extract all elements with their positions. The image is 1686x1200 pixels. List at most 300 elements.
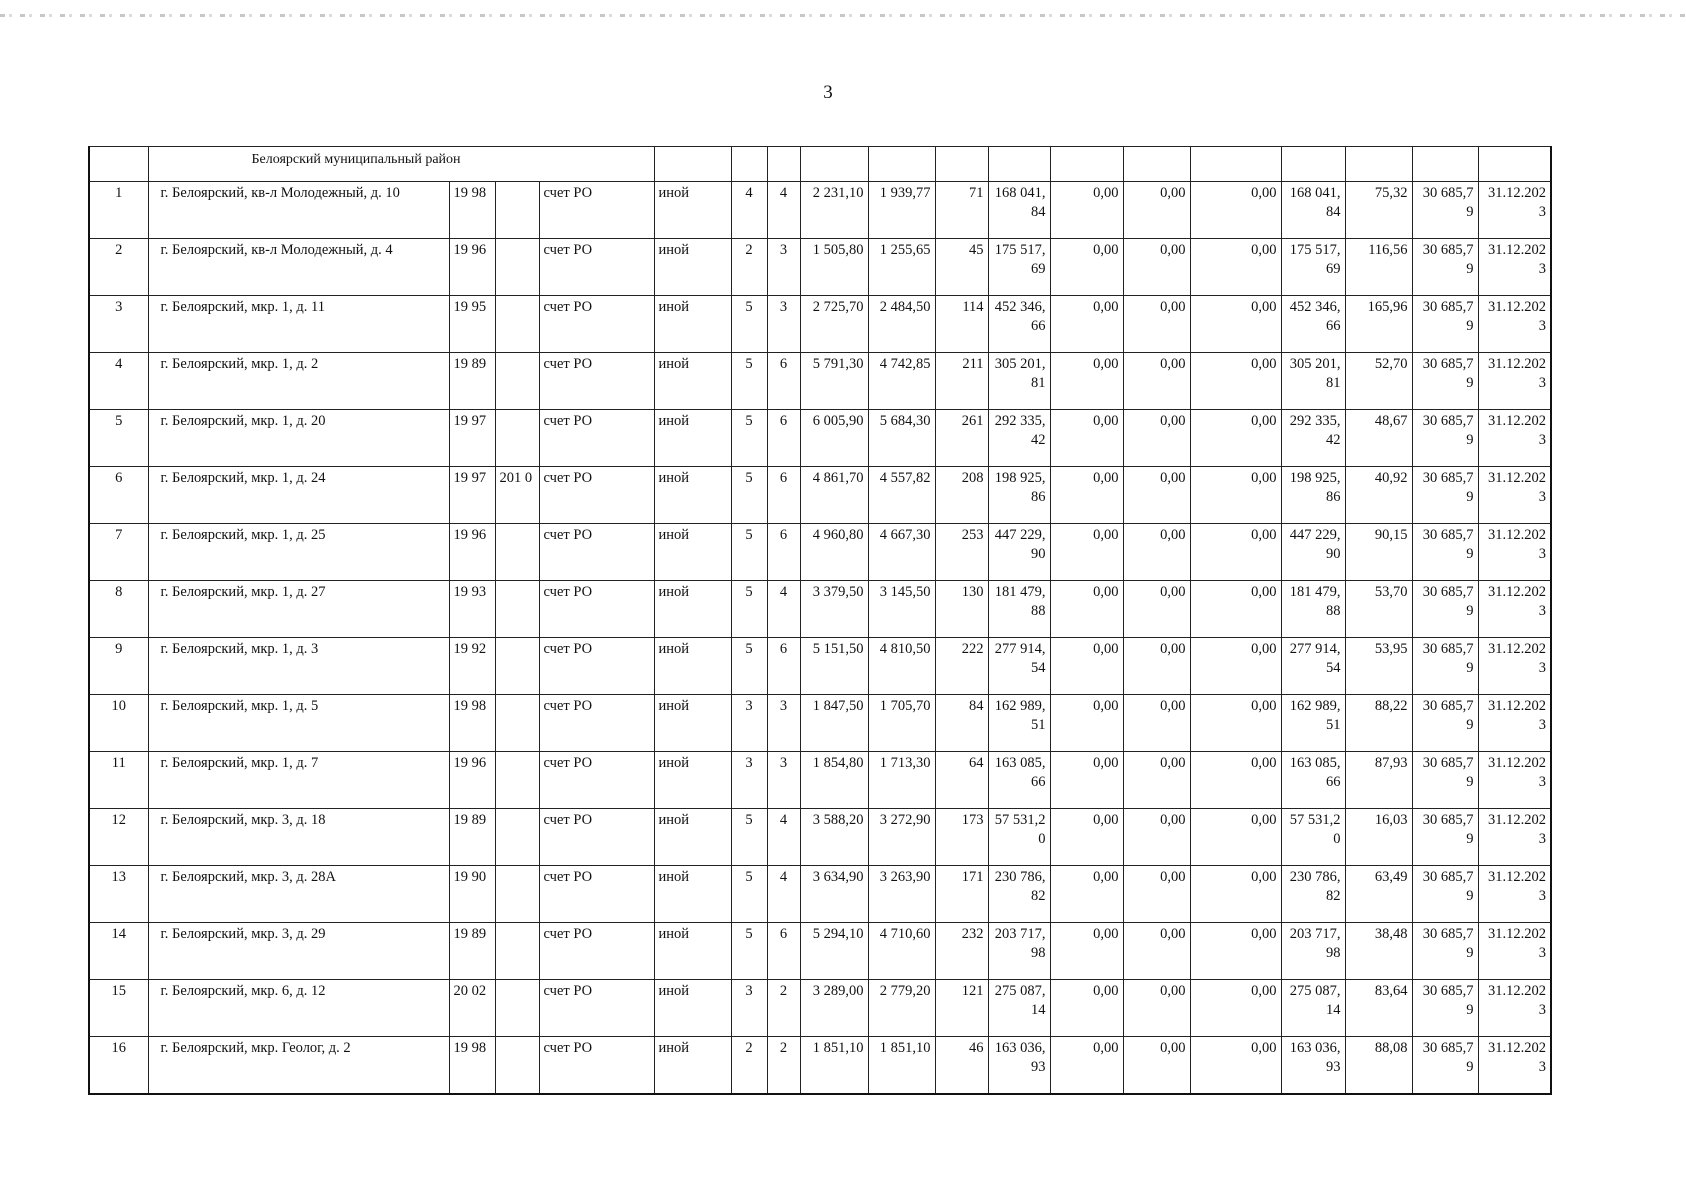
repair-cost-total: 203 717,98 xyxy=(988,923,1050,980)
building-material: иной xyxy=(654,638,731,695)
fund-source-3: 0,00 xyxy=(1190,353,1281,410)
total-area: 1 851,10 xyxy=(800,1037,868,1095)
fund-account: счет РО xyxy=(539,695,654,752)
completion-date: 31.12.2023 xyxy=(1478,695,1551,752)
completion-date: 31.12.2023 xyxy=(1478,923,1551,980)
table-row xyxy=(89,296,1551,353)
fund-source-2: 0,00 xyxy=(1123,638,1190,695)
fund-source-1: 0,00 xyxy=(1050,638,1123,695)
fund-account: счет РО xyxy=(539,296,654,353)
unit-cost: 165,96 xyxy=(1345,296,1412,353)
resident-count: 46 xyxy=(935,1037,988,1095)
owners-funds: 230 786,82 xyxy=(1281,866,1345,923)
reconstruction-year xyxy=(495,866,539,923)
owners-funds: 198 925,86 xyxy=(1281,467,1345,524)
repair-cost-total: 163 036,93 xyxy=(988,1037,1050,1095)
fund-source-2: 0,00 xyxy=(1123,980,1190,1037)
completion-date: 31.12.2023 xyxy=(1478,752,1551,809)
row-number: 3 xyxy=(89,296,148,353)
fund-source-2: 0,00 xyxy=(1123,296,1190,353)
row-number: 16 xyxy=(89,1037,148,1095)
completion-date: 31.12.2023 xyxy=(1478,980,1551,1037)
fund-source-1: 0,00 xyxy=(1050,410,1123,467)
building-material: иной xyxy=(654,239,731,296)
fund-source-3: 0,00 xyxy=(1190,809,1281,866)
commissioning-year: 19 89 xyxy=(449,353,495,410)
entrance-count: 6 xyxy=(767,524,800,581)
owners-funds: 292 335,42 xyxy=(1281,410,1345,467)
entrance-count: 6 xyxy=(767,467,800,524)
completion-date: 31.12.2023 xyxy=(1478,410,1551,467)
row-number: 8 xyxy=(89,581,148,638)
resident-count: 71 xyxy=(935,182,988,239)
address: г. Белоярский, мкр. 1, д. 2 xyxy=(148,353,449,410)
fund-source-1: 0,00 xyxy=(1050,296,1123,353)
fund-source-2: 0,00 xyxy=(1123,410,1190,467)
fund-source-1: 0,00 xyxy=(1050,239,1123,296)
fund-source-3: 0,00 xyxy=(1190,239,1281,296)
entrance-count: 4 xyxy=(767,182,800,239)
completion-date: 31.12.2023 xyxy=(1478,809,1551,866)
premises-area: 2 484,50 xyxy=(868,296,935,353)
commissioning-year: 19 90 xyxy=(449,866,495,923)
max-unit-cost: 30 685,79 xyxy=(1412,752,1478,809)
fund-source-2: 0,00 xyxy=(1123,353,1190,410)
entrance-count: 4 xyxy=(767,581,800,638)
floor-count: 2 xyxy=(731,1037,767,1095)
reconstruction-year xyxy=(495,353,539,410)
fund-source-3: 0,00 xyxy=(1190,695,1281,752)
resident-count: 232 xyxy=(935,923,988,980)
total-area: 3 634,90 xyxy=(800,866,868,923)
total-area: 1 505,80 xyxy=(800,239,868,296)
commissioning-year: 19 95 xyxy=(449,296,495,353)
floor-count: 5 xyxy=(731,923,767,980)
fund-source-3: 0,00 xyxy=(1190,923,1281,980)
address: г. Белоярский, мкр. 3, д. 18 xyxy=(148,809,449,866)
fund-source-3: 0,00 xyxy=(1190,866,1281,923)
table-row xyxy=(89,410,1551,467)
repair-cost-total: 175 517,69 xyxy=(988,239,1050,296)
fund-account: счет РО xyxy=(539,752,654,809)
total-area: 1 847,50 xyxy=(800,695,868,752)
building-material: иной xyxy=(654,296,731,353)
row-number: 6 xyxy=(89,467,148,524)
unit-cost: 87,93 xyxy=(1345,752,1412,809)
table-row xyxy=(89,1037,1551,1095)
premises-area: 1 851,10 xyxy=(868,1037,935,1095)
completion-date: 31.12.2023 xyxy=(1478,1037,1551,1095)
unit-cost: 52,70 xyxy=(1345,353,1412,410)
premises-area: 1 713,30 xyxy=(868,752,935,809)
premises-area: 1 939,77 xyxy=(868,182,935,239)
completion-date: 31.12.2023 xyxy=(1478,182,1551,239)
unit-cost: 40,92 xyxy=(1345,467,1412,524)
repair-cost-total: 168 041,84 xyxy=(988,182,1050,239)
fund-source-3: 0,00 xyxy=(1190,182,1281,239)
completion-date: 31.12.2023 xyxy=(1478,467,1551,524)
table-row xyxy=(89,524,1551,581)
reconstruction-year xyxy=(495,296,539,353)
repair-cost-total: 57 531,20 xyxy=(988,809,1050,866)
floor-count: 2 xyxy=(731,239,767,296)
max-unit-cost: 30 685,79 xyxy=(1412,296,1478,353)
floor-count: 5 xyxy=(731,524,767,581)
resident-count: 253 xyxy=(935,524,988,581)
resident-count: 211 xyxy=(935,353,988,410)
resident-count: 121 xyxy=(935,980,988,1037)
table-row xyxy=(89,809,1551,866)
fund-source-1: 0,00 xyxy=(1050,980,1123,1037)
total-area: 2 231,10 xyxy=(800,182,868,239)
floor-count: 3 xyxy=(731,695,767,752)
floor-count: 5 xyxy=(731,809,767,866)
repair-cost-total: 452 346,66 xyxy=(988,296,1050,353)
fund-account: счет РО xyxy=(539,923,654,980)
total-area: 5 791,30 xyxy=(800,353,868,410)
table-row xyxy=(89,467,1551,524)
fund-source-1: 0,00 xyxy=(1050,467,1123,524)
reconstruction-year xyxy=(495,524,539,581)
resident-count: 171 xyxy=(935,866,988,923)
building-material: иной xyxy=(654,410,731,467)
resident-count: 130 xyxy=(935,581,988,638)
max-unit-cost: 30 685,79 xyxy=(1412,923,1478,980)
building-material: иной xyxy=(654,524,731,581)
unit-cost: 48,67 xyxy=(1345,410,1412,467)
table-row xyxy=(89,923,1551,980)
completion-date: 31.12.2023 xyxy=(1478,353,1551,410)
fund-account: счет РО xyxy=(539,980,654,1037)
row-number: 15 xyxy=(89,980,148,1037)
fund-source-2: 0,00 xyxy=(1123,581,1190,638)
fund-source-1: 0,00 xyxy=(1050,695,1123,752)
floor-count: 5 xyxy=(731,467,767,524)
row-number: 9 xyxy=(89,638,148,695)
address: г. Белоярский, кв-л Молодежный, д. 4 xyxy=(148,239,449,296)
entrance-count: 6 xyxy=(767,410,800,467)
fund-source-3: 0,00 xyxy=(1190,1037,1281,1095)
floor-count: 5 xyxy=(731,638,767,695)
resident-count: 261 xyxy=(935,410,988,467)
total-area: 3 289,00 xyxy=(800,980,868,1037)
max-unit-cost: 30 685,79 xyxy=(1412,980,1478,1037)
table-row xyxy=(89,239,1551,296)
fund-source-2: 0,00 xyxy=(1123,752,1190,809)
address: г. Белоярский, мкр. 3, д. 28А xyxy=(148,866,449,923)
owners-funds: 163 036,93 xyxy=(1281,1037,1345,1095)
fund-account: счет РО xyxy=(539,239,654,296)
fund-account: счет РО xyxy=(539,1037,654,1095)
row-number: 7 xyxy=(89,524,148,581)
entrance-count: 6 xyxy=(767,923,800,980)
max-unit-cost: 30 685,79 xyxy=(1412,638,1478,695)
reconstruction-year xyxy=(495,809,539,866)
fund-source-3: 0,00 xyxy=(1190,980,1281,1037)
building-material: иной xyxy=(654,1037,731,1095)
owners-funds: 163 085,66 xyxy=(1281,752,1345,809)
max-unit-cost: 30 685,79 xyxy=(1412,809,1478,866)
fund-source-2: 0,00 xyxy=(1123,467,1190,524)
owners-funds: 275 087,14 xyxy=(1281,980,1345,1037)
fund-source-2: 0,00 xyxy=(1123,239,1190,296)
resident-count: 114 xyxy=(935,296,988,353)
commissioning-year: 19 93 xyxy=(449,581,495,638)
fund-source-3: 0,00 xyxy=(1190,638,1281,695)
repair-cost-total: 275 087,14 xyxy=(988,980,1050,1037)
repair-cost-total: 305 201,81 xyxy=(988,353,1050,410)
commissioning-year: 19 97 xyxy=(449,410,495,467)
completion-date: 31.12.2023 xyxy=(1478,581,1551,638)
repair-cost-total: 447 229,90 xyxy=(988,524,1050,581)
section-header-row xyxy=(89,147,1551,182)
reconstruction-year xyxy=(495,239,539,296)
fund-source-1: 0,00 xyxy=(1050,1037,1123,1095)
fund-source-1: 0,00 xyxy=(1050,524,1123,581)
floor-count: 5 xyxy=(731,410,767,467)
owners-funds: 277 914,54 xyxy=(1281,638,1345,695)
fund-source-3: 0,00 xyxy=(1190,296,1281,353)
max-unit-cost: 30 685,79 xyxy=(1412,524,1478,581)
fund-account: счет РО xyxy=(539,866,654,923)
floor-count: 3 xyxy=(731,980,767,1037)
repair-cost-total: 162 989,51 xyxy=(988,695,1050,752)
entrance-count: 3 xyxy=(767,239,800,296)
total-area: 5 294,10 xyxy=(800,923,868,980)
commissioning-year: 19 92 xyxy=(449,638,495,695)
page-number: 3 xyxy=(823,82,833,103)
address: г. Белоярский, кв-л Молодежный, д. 10 xyxy=(148,182,449,239)
repair-cost-total: 181 479,88 xyxy=(988,581,1050,638)
fund-source-3: 0,00 xyxy=(1190,581,1281,638)
fund-source-2: 0,00 xyxy=(1123,809,1190,866)
table-row xyxy=(89,866,1551,923)
total-area: 1 854,80 xyxy=(800,752,868,809)
total-area: 4 960,80 xyxy=(800,524,868,581)
table-row xyxy=(89,638,1551,695)
total-area: 4 861,70 xyxy=(800,467,868,524)
premises-area: 2 779,20 xyxy=(868,980,935,1037)
repair-cost-total: 292 335,42 xyxy=(988,410,1050,467)
row-number: 10 xyxy=(89,695,148,752)
fund-account: счет РО xyxy=(539,581,654,638)
section-num-cell xyxy=(89,147,148,182)
fund-account: счет РО xyxy=(539,638,654,695)
address: г. Белоярский, мкр. 6, д. 12 xyxy=(148,980,449,1037)
unit-cost: 63,49 xyxy=(1345,866,1412,923)
floor-count: 5 xyxy=(731,296,767,353)
fund-source-2: 0,00 xyxy=(1123,182,1190,239)
table-row xyxy=(89,980,1551,1037)
max-unit-cost: 30 685,79 xyxy=(1412,1037,1478,1095)
fund-source-2: 0,00 xyxy=(1123,695,1190,752)
address: г. Белоярский, мкр. 1, д. 7 xyxy=(148,752,449,809)
commissioning-year: 19 98 xyxy=(449,182,495,239)
fund-source-1: 0,00 xyxy=(1050,752,1123,809)
address: г. Белоярский, мкр. 1, д. 3 xyxy=(148,638,449,695)
building-material: иной xyxy=(654,923,731,980)
table-row xyxy=(89,353,1551,410)
row-number: 4 xyxy=(89,353,148,410)
table-row xyxy=(89,695,1551,752)
commissioning-year: 19 98 xyxy=(449,1037,495,1095)
address: г. Белоярский, мкр. Геолог, д. 2 xyxy=(148,1037,449,1095)
repair-program-table xyxy=(88,146,1552,1095)
entrance-count: 6 xyxy=(767,638,800,695)
premises-area: 5 684,30 xyxy=(868,410,935,467)
resident-count: 222 xyxy=(935,638,988,695)
row-number: 1 xyxy=(89,182,148,239)
entrance-count: 4 xyxy=(767,809,800,866)
reconstruction-year xyxy=(495,410,539,467)
completion-date: 31.12.2023 xyxy=(1478,866,1551,923)
commissioning-year: 19 97 xyxy=(449,467,495,524)
fund-account: счет РО xyxy=(539,467,654,524)
building-material: иной xyxy=(654,353,731,410)
building-material: иной xyxy=(654,866,731,923)
unit-cost: 116,56 xyxy=(1345,239,1412,296)
entrance-count: 2 xyxy=(767,980,800,1037)
entrance-count: 3 xyxy=(767,752,800,809)
reconstruction-year xyxy=(495,581,539,638)
reconstruction-year xyxy=(495,1037,539,1095)
resident-count: 64 xyxy=(935,752,988,809)
commissioning-year: 20 02 xyxy=(449,980,495,1037)
building-material: иной xyxy=(654,581,731,638)
resident-count: 208 xyxy=(935,467,988,524)
premises-area: 3 272,90 xyxy=(868,809,935,866)
total-area: 3 588,20 xyxy=(800,809,868,866)
floor-count: 3 xyxy=(731,752,767,809)
section-title: Белоярский муниципальный район xyxy=(148,147,654,182)
premises-area: 4 710,60 xyxy=(868,923,935,980)
max-unit-cost: 30 685,79 xyxy=(1412,239,1478,296)
completion-date: 31.12.2023 xyxy=(1478,239,1551,296)
premises-area: 1 705,70 xyxy=(868,695,935,752)
unit-cost: 83,64 xyxy=(1345,980,1412,1037)
completion-date: 31.12.2023 xyxy=(1478,524,1551,581)
reconstruction-year xyxy=(495,695,539,752)
unit-cost: 38,48 xyxy=(1345,923,1412,980)
entrance-count: 4 xyxy=(767,866,800,923)
premises-area: 4 557,82 xyxy=(868,467,935,524)
reconstruction-year xyxy=(495,923,539,980)
repair-cost-total: 163 085,66 xyxy=(988,752,1050,809)
floor-count: 5 xyxy=(731,581,767,638)
total-area: 6 005,90 xyxy=(800,410,868,467)
commissioning-year: 19 96 xyxy=(449,524,495,581)
owners-funds: 452 346,66 xyxy=(1281,296,1345,353)
row-number: 13 xyxy=(89,866,148,923)
table-row xyxy=(89,752,1551,809)
repair-cost-total: 277 914,54 xyxy=(988,638,1050,695)
owners-funds: 181 479,88 xyxy=(1281,581,1345,638)
fund-source-2: 0,00 xyxy=(1123,923,1190,980)
floor-count: 5 xyxy=(731,353,767,410)
address: г. Белоярский, мкр. 3, д. 29 xyxy=(148,923,449,980)
building-material: иной xyxy=(654,467,731,524)
building-material: иной xyxy=(654,752,731,809)
table-row xyxy=(89,182,1551,239)
fund-source-1: 0,00 xyxy=(1050,923,1123,980)
commissioning-year: 19 98 xyxy=(449,695,495,752)
entrance-count: 3 xyxy=(767,695,800,752)
commissioning-year: 19 96 xyxy=(449,752,495,809)
unit-cost: 16,03 xyxy=(1345,809,1412,866)
owners-funds: 447 229,90 xyxy=(1281,524,1345,581)
completion-date: 31.12.2023 xyxy=(1478,638,1551,695)
premises-area: 1 255,65 xyxy=(868,239,935,296)
fund-source-2: 0,00 xyxy=(1123,866,1190,923)
unit-cost: 90,15 xyxy=(1345,524,1412,581)
commissioning-year: 19 89 xyxy=(449,923,495,980)
repair-cost-total: 230 786,82 xyxy=(988,866,1050,923)
unit-cost: 53,70 xyxy=(1345,581,1412,638)
row-number: 11 xyxy=(89,752,148,809)
fund-source-3: 0,00 xyxy=(1190,752,1281,809)
max-unit-cost: 30 685,79 xyxy=(1412,410,1478,467)
fund-source-1: 0,00 xyxy=(1050,581,1123,638)
owners-funds: 162 989,51 xyxy=(1281,695,1345,752)
premises-area: 4 742,85 xyxy=(868,353,935,410)
resident-count: 45 xyxy=(935,239,988,296)
reconstruction-year xyxy=(495,182,539,239)
fund-source-3: 0,00 xyxy=(1190,467,1281,524)
fund-source-1: 0,00 xyxy=(1050,353,1123,410)
total-area: 5 151,50 xyxy=(800,638,868,695)
row-number: 2 xyxy=(89,239,148,296)
premises-area: 4 667,30 xyxy=(868,524,935,581)
address: г. Белоярский, мкр. 1, д. 20 xyxy=(148,410,449,467)
building-material: иной xyxy=(654,980,731,1037)
max-unit-cost: 30 685,79 xyxy=(1412,467,1478,524)
fund-account: счет РО xyxy=(539,353,654,410)
owners-funds: 168 041,84 xyxy=(1281,182,1345,239)
fund-source-1: 0,00 xyxy=(1050,182,1123,239)
table-row xyxy=(89,581,1551,638)
unit-cost: 88,08 xyxy=(1345,1037,1412,1095)
unit-cost: 75,32 xyxy=(1345,182,1412,239)
floor-count: 4 xyxy=(731,182,767,239)
address: г. Белоярский, мкр. 1, д. 24 xyxy=(148,467,449,524)
address: г. Белоярский, мкр. 1, д. 25 xyxy=(148,524,449,581)
commissioning-year: 19 96 xyxy=(449,239,495,296)
commissioning-year: 19 89 xyxy=(449,809,495,866)
resident-count: 84 xyxy=(935,695,988,752)
fund-source-3: 0,00 xyxy=(1190,410,1281,467)
fund-source-2: 0,00 xyxy=(1123,524,1190,581)
resident-count: 173 xyxy=(935,809,988,866)
reconstruction-year: 201 0 xyxy=(495,467,539,524)
building-material: иной xyxy=(654,695,731,752)
max-unit-cost: 30 685,79 xyxy=(1412,182,1478,239)
max-unit-cost: 30 685,79 xyxy=(1412,581,1478,638)
max-unit-cost: 30 685,79 xyxy=(1412,353,1478,410)
address: г. Белоярский, мкр. 1, д. 27 xyxy=(148,581,449,638)
row-number: 14 xyxy=(89,923,148,980)
max-unit-cost: 30 685,79 xyxy=(1412,695,1478,752)
unit-cost: 53,95 xyxy=(1345,638,1412,695)
row-number: 5 xyxy=(89,410,148,467)
max-unit-cost: 30 685,79 xyxy=(1412,866,1478,923)
owners-funds: 175 517,69 xyxy=(1281,239,1345,296)
repair-cost-total: 198 925,86 xyxy=(988,467,1050,524)
scan-edge-noise xyxy=(0,14,1686,17)
address: г. Белоярский, мкр. 1, д. 11 xyxy=(148,296,449,353)
reconstruction-year xyxy=(495,980,539,1037)
building-material: иной xyxy=(654,809,731,866)
entrance-count: 2 xyxy=(767,1037,800,1095)
